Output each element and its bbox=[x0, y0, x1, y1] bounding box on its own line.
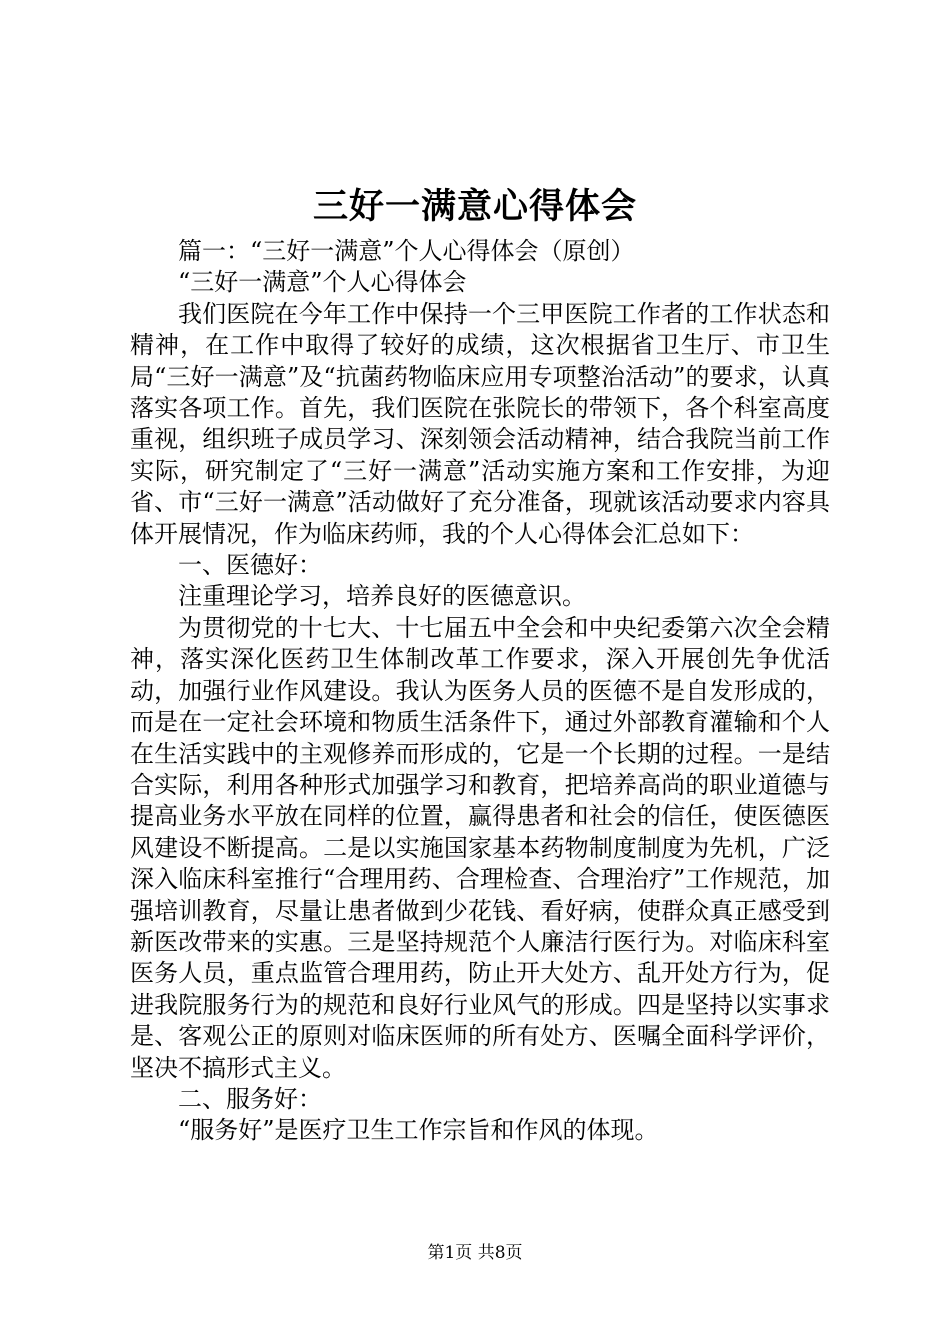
page-footer: 第1页 共8页 bbox=[427, 1243, 523, 1263]
body-paragraph: “服务好”是医疗卫生工作宗旨和作风的体现。 bbox=[178, 1116, 659, 1145]
body-paragraph: 为贯彻党的十七大、十七届五中全会和中央纪委第六次全会精神，落实深化医药卫生体制改革工作要求，深入开展创先争优活动，加强行业作风建设。我认为医务人员的医德不是自发形成的，而是在一定社会环境和物质生活条件下，通过外部教育灌输和个人在生活实践中的主观修养而形成的，它是一个长期的过程。一是结合实际，利用各种形式加强学习和教育，把培养高尚的职业道德与提高业务水平放在同样的位置，赢得患者和社会的信任，使医德医风建设不断提高。二是以实施国家基本药物制度制度为先机，广泛深入临床科室推行“合理用药、合理检查、合理治疗”工作规范，加强培训教育，尽量让患者做到少花钱、看好病，使群众真正感受到新医改带来的实惠。三是坚持规范个人廉洁行医行为。对临床科室医务人员，重点监管合理用药，防止开大处方、乱开处方行为，促进我院服务行为的规范和良好行业风气的形成。四是坚持以实事求是、客观公正的原则对临床医师的所有处方、医嘱全面科学评价，坚决不搞形式主义。 bbox=[130, 613, 830, 1082]
section-heading-virtue: 一、医德好： bbox=[178, 551, 322, 580]
chapter-heading: 篇一：“三好一满意”个人心得体会（原创） bbox=[178, 237, 635, 265]
body-paragraph: 我们医院在今年工作中保持一个三甲医院工作者的工作状态和精神，在工作中取得了较好的成绩，这次根据省卫生厅、市卫生局“三好一满意”及“抗菌药物临床应用专项整治活动”的要求，认真落实各项工作。首先，我们医院在张院长的带领下，各个科室高度重视，组织班子成员学习、深刻领会活动精神，结合我院当前工作实际，研究制定了“三好一满意”活动实施方案和工作安排，为迎省、市“三好一满意”活动做好了充分准备，现就该活动要求内容具体开展情况，作为临床药师，我的个人心得体会汇总如下： bbox=[130, 299, 830, 548]
document-title: 三好一满意心得体会 bbox=[312, 186, 637, 227]
body-paragraph: 注重理论学习，培养良好的医德意识。 bbox=[178, 582, 586, 611]
section-subtitle: “三好一满意”个人心得体会 bbox=[178, 268, 467, 297]
document-body bbox=[130, 236, 830, 1147]
section-heading-service: 二、服务好： bbox=[178, 1084, 322, 1113]
